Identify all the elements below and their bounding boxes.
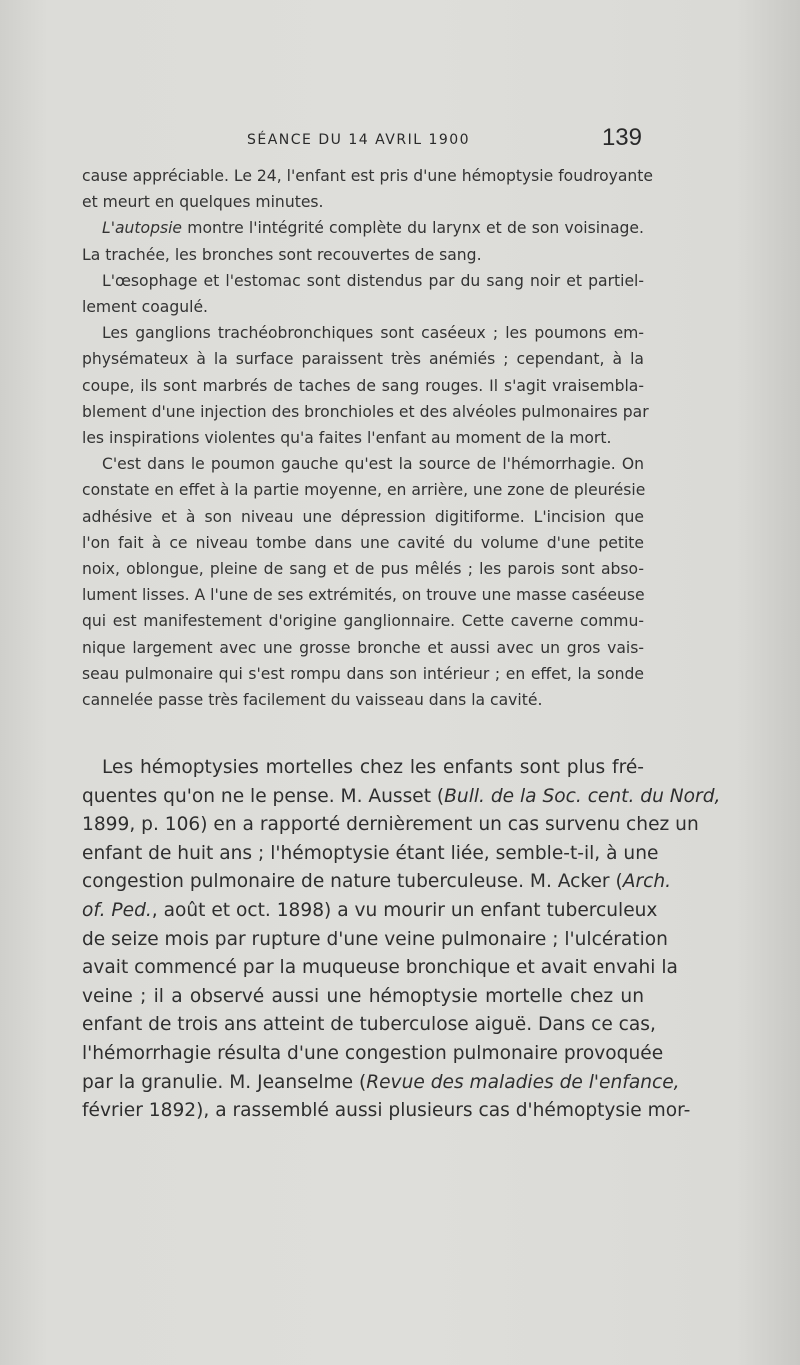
citation-title: Arch.: [622, 871, 672, 893]
text-line: nique largement avec une grosse bronche et aussi avec un gros vais-: [82, 638, 644, 657]
text-line: quentes qu'on ne le pense. M. Ausset (Bull. de la Soc. cent. du Nord,: [82, 785, 721, 807]
text-line: coupe, ils sont marbrés de taches de sang rouges. Il s'agit vraisembla-: [82, 376, 644, 395]
citation-title: Revue des maladies de l'enfance,: [366, 1071, 680, 1093]
text-line: Les ganglions trachéobronchiques sont caséeux ; les poumons em-: [102, 324, 644, 343]
citation-title: Bull. de la Soc. cent. du Nord,: [444, 785, 721, 807]
text-line: Les hémoptysies mortelles chez les enfants sont plus fré-: [102, 757, 644, 778]
text-line: adhésive et à son niveau une dépression digitiforme. L'incision que: [82, 507, 644, 526]
text-line: L'œsophage et l'estomac sont distendus par du sang noir et partiel-: [102, 271, 644, 290]
text-line: of. Ped., août et oct. 1898) a vu mourir un enfant tuberculeux: [82, 899, 658, 921]
text-line: avait commencé par la muqueuse bronchique et avait envahi la: [82, 957, 678, 979]
text-line: La trachée, les bronches sont recouvertes de sang.: [82, 245, 482, 264]
text-line: L'autopsie montre l'intégrité complète du larynx et de son voisinage.: [102, 219, 644, 238]
page-number: 139: [601, 124, 642, 151]
text-line: par la granulie. M. Jeanselme (Revue des maladies de l'enfance,: [82, 1071, 680, 1093]
text-line: seau pulmonaire qui s'est rompu dans son intérieur ; en effet, la sonde: [82, 664, 644, 683]
text-line: l'on fait à ce niveau tombe dans une cavité du volume d'une petite: [82, 533, 644, 552]
case-report-text: [82, 163, 653, 713]
running-title: SÉANCE DU 14 AVRIL 1900: [247, 132, 471, 148]
text-line: blement d'une injection des bronchioles et des alvéoles pulmonaires par: [82, 402, 649, 421]
text-line: congestion pulmonaire de nature tuberculeuse. M. Acker (Arch.: [82, 871, 672, 893]
text-line: enfant de huit ans ; l'hémoptysie étant liée, semble-t-il, à une: [82, 842, 659, 864]
discussion-text: [82, 754, 721, 1126]
autopsie-label: L'autopsie: [102, 219, 183, 238]
citation-title: of. Ped.: [82, 899, 152, 921]
text-line: C'est dans le poumon gauche qu'est la source de l'hémorrhagie. On: [102, 455, 644, 474]
text-line: 1899, p. 106) en a rapporté dernièrement un cas survenu chez un: [82, 814, 699, 836]
text-line: lument lisses. A l'une de ses extrémités, on trouve une masse caséeuse: [82, 586, 645, 605]
text-line: cause appréciable. Le 24, l'enfant est pris d'une hémoptysie foudroyante: [82, 167, 653, 185]
text-line: constate en effet à la partie moyenne, en arrière, une zone de pleurésie: [82, 481, 646, 500]
text-line: de seize mois par rupture d'une veine pulmonaire ; l'ulcération: [82, 928, 668, 950]
text-line: l'hémorrhagie résulta d'une congestion pulmonaire provoquée: [82, 1042, 664, 1064]
text-line: cannelée passe très facilement du vaisseau dans la cavité.: [82, 691, 543, 710]
text-line: enfant de trois ans atteint de tuberculose aiguë. Dans ce cas,: [82, 1014, 656, 1036]
text-line: physémateux à la surface paraissent très anémiés ; cependant, à la: [82, 350, 644, 369]
page-header: [82, 124, 642, 154]
text-line: qui est manifestement d'origine ganglionnaire. Cette caverne commu-: [82, 612, 644, 631]
text-line: noix, oblongue, pleine de sang et de pus mêlés ; les parois sont abso-: [82, 560, 644, 579]
text-line: lement coagulé.: [82, 298, 208, 317]
text-line: les inspirations violentes qu'a faites l'enfant au moment de la mort.: [82, 429, 612, 448]
text-line: et meurt en quelques minutes.: [82, 193, 324, 212]
text-line: veine ; il a observé aussi une hémoptysie mortelle chez un: [82, 985, 644, 1007]
text-line: février 1892), a rassemblé aussi plusieurs cas d'hémoptysie mor-: [82, 1100, 691, 1122]
